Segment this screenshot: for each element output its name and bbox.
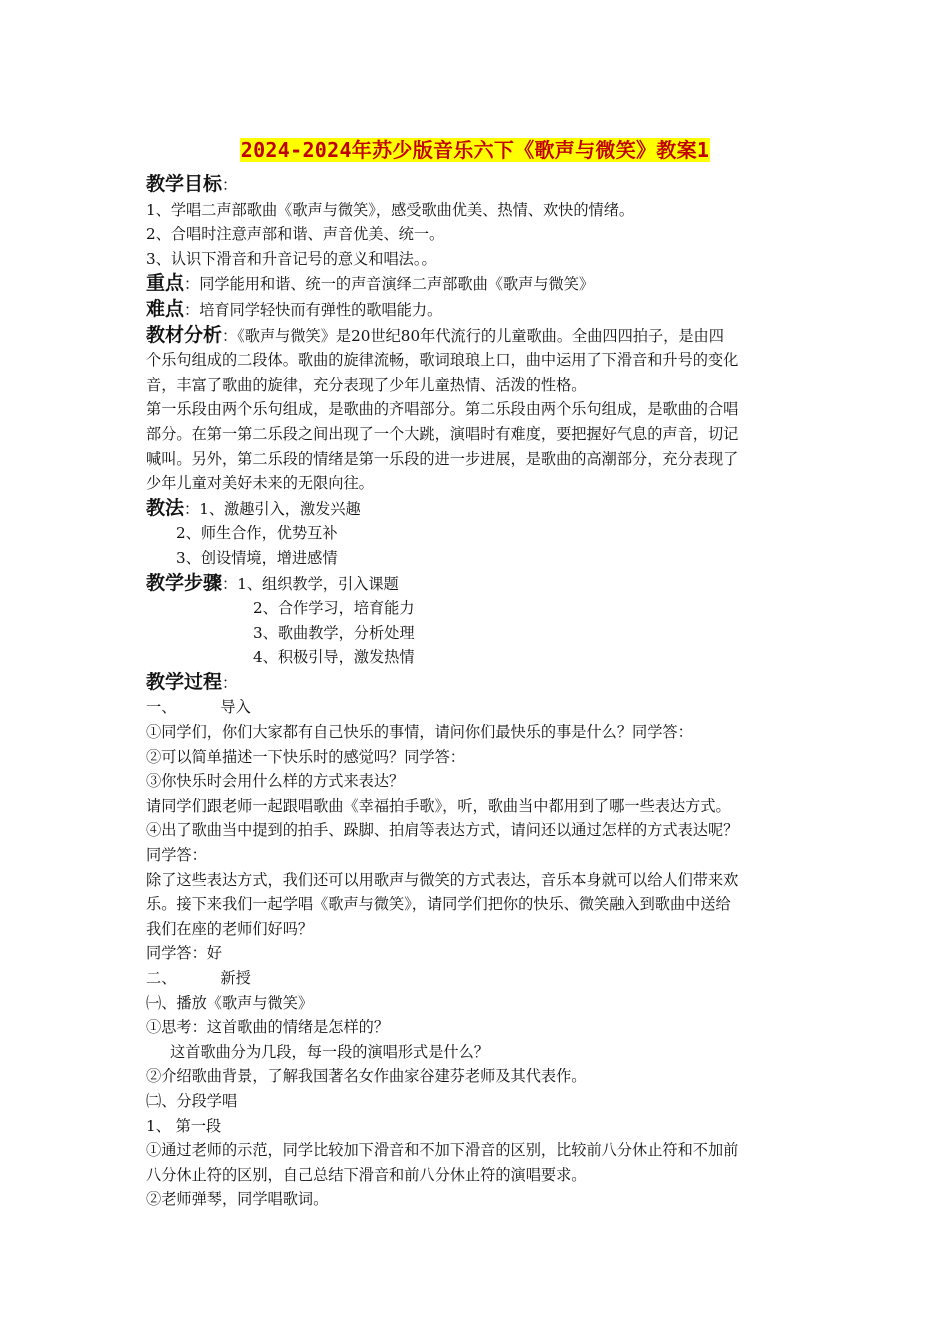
title-text: 2024-2024年苏少版音乐六下《歌声与微笑》教案1: [240, 138, 710, 162]
process-line: ①思考：这首歌曲的情绪是怎样的？: [146, 1018, 389, 1037]
process-line: 同学答：: [146, 846, 207, 865]
process-line: 请同学们跟老师一起跟唱歌曲《幸福拍手歌》，听，歌曲当中都用到了哪一些表达方式。: [146, 796, 731, 815]
analysis-line: 少年儿童对美好未来的无限向往。: [146, 474, 374, 493]
steps-item: 4、积极引导，激发热情: [253, 648, 415, 667]
analysis-text: ：《歌声与微笑》是20世纪80年代流行的儿童歌曲。全曲四四拍子，是由四: [222, 326, 724, 345]
analysis-line: [146, 323, 806, 349]
analysis-line: 个乐句组成的二段体。歌曲的旋律流畅，歌词琅琅上口，曲中运用了下滑音和升号的变化: [146, 351, 739, 370]
objective-item: 1、学唱二声部歌曲《歌声与微笑》，感受歌曲优美、热情、欢快的情绪。: [146, 200, 635, 219]
process-line: ①同学们，你们大家都有自己快乐的事情，请问你们最快乐的事是什么？同学答：: [146, 723, 693, 742]
section-two-number: 二、: [146, 969, 177, 987]
section-two-line: [146, 966, 806, 991]
section-one-title: 导入: [220, 698, 251, 717]
process-heading-line: [146, 670, 806, 696]
process-heading: 教学过程: [146, 670, 223, 693]
process-line: ③你快乐时会用什么样的方式来表达？: [146, 772, 405, 791]
process-line: 乐。接下来我们一起学唱《歌声与微笑》，请同学们把你的快乐、微笑融入到歌曲中送给: [146, 895, 731, 914]
steps-item: ：1、组织教学，引入课题: [222, 574, 399, 593]
process-line: ④出了歌曲当中提到的拍手、跺脚、拍肩等表达方式，请问还以通过怎样的方式表达呢？: [146, 821, 739, 840]
objectives-heading: 教学目标: [146, 173, 223, 195]
methods-line: [146, 496, 806, 522]
objective-item: 2、合唱时注意声部和谐、声音优美、统一。: [146, 225, 445, 244]
methods-item: 3、创设情境，增进感情: [176, 548, 338, 567]
process-line: ②老师弹琴，同学唱歌词。: [146, 1190, 329, 1209]
process-line: 除了这些表达方式，我们还可以用歌声与微笑的方式表达，音乐本身就可以给人们带来欢: [146, 870, 739, 889]
analysis-line: 音，丰富了歌曲的旋律，充分表现了少年儿童热情、活泼的性格。: [146, 375, 587, 394]
key-point-line: [146, 271, 806, 297]
methods-item: ：1、激趣引入，激发兴趣: [184, 499, 361, 518]
analysis-heading: 教材分析: [146, 323, 223, 346]
objective-item: 3、认识下滑音和升音记号的意义和唱法。。: [146, 249, 437, 268]
process-line: ②介绍歌曲背景，了解我国著名女作曲家谷建芬老师及其代表作。: [146, 1067, 587, 1086]
objectives-colon: ：: [222, 176, 238, 194]
steps-heading: 教学步骤: [146, 571, 223, 594]
process-line: ②可以简单描述一下快乐时的感觉吗？同学答：: [146, 747, 465, 766]
section-two-title: 新授: [220, 969, 251, 987]
document-body: [146, 172, 806, 1212]
process-line: 同学答：好: [146, 944, 222, 963]
objectives-heading-line: [146, 172, 806, 198]
key-point-text: ：同学能用和谐、统一的声音演绎二声部歌曲《歌声与微笑》: [184, 275, 595, 294]
process-colon: ：: [222, 673, 238, 692]
section-one-line: [146, 695, 806, 720]
analysis-line: 部分。在第一第二乐段之间出现了一个大跳，演唱时有难度，要把握好气息的声音，切记: [146, 424, 739, 443]
section-one-number: 一、: [146, 698, 177, 717]
difficulty-text: ：培育同学轻快而有弹性的歌唱能力。: [184, 300, 443, 319]
process-line: 我们在座的老师们好吗？: [146, 919, 314, 938]
analysis-line: 喊叫。另外，第二乐段的情绪是第一乐段的进一步进展，是歌曲的高潮部分，充分表现了: [146, 449, 739, 468]
difficulty-heading: 难点: [146, 297, 185, 320]
process-line: ㈠、播放《歌声与微笑》: [146, 993, 314, 1012]
process-line: 1、 第一段: [146, 1116, 222, 1135]
document-title: [0, 134, 950, 163]
steps-line: [146, 571, 806, 597]
methods-heading: 教法: [146, 496, 185, 519]
steps-item: 2、合作学习，培育能力: [253, 599, 415, 618]
analysis-line: 第一乐段由两个乐句组成，是歌曲的齐唱部分。第二乐段由两个乐句组成，是歌曲的合唱: [146, 400, 739, 419]
process-line: ①通过老师的示范，同学比较加下滑音和不加下滑音的区别，比较前八分休止符和不加前: [146, 1141, 739, 1160]
steps-item: 3、歌曲教学，分析处理: [253, 623, 415, 642]
difficulty-line: [146, 297, 806, 323]
process-line: 八分休止符的区别，自己总结下滑音和前八分休止符的演唱要求。: [146, 1165, 587, 1184]
key-point-heading: 重点: [146, 272, 185, 295]
process-line: ㈡、分段学唱: [146, 1091, 238, 1110]
process-line: 这首歌曲分为几段，每一段的演唱形式是什么？: [170, 1042, 489, 1061]
methods-item: 2、师生合作，优势互补: [176, 524, 338, 543]
